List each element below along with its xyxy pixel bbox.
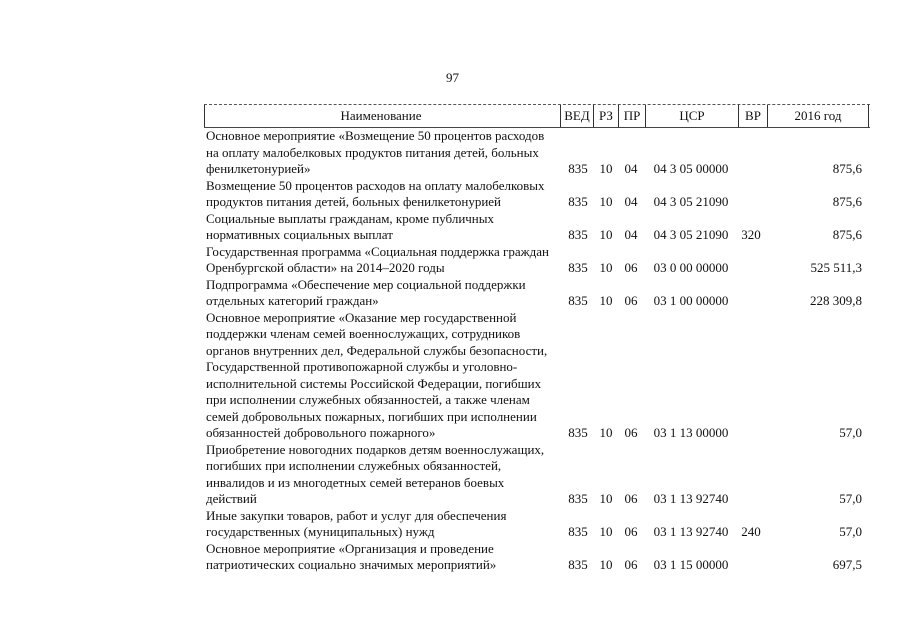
row-name-line: Основное мероприятие «Оказание мер государственной bbox=[206, 309, 517, 325]
header-csr: ЦСР bbox=[645, 105, 738, 127]
cell-pr: 06 bbox=[624, 491, 638, 506]
row-name-line: семей добровольных пожарных, погибших при исполнении bbox=[206, 408, 537, 424]
row-name-line: органов внутренних дел, Федеральной службы безопасности, bbox=[206, 342, 548, 358]
cell-pr: 06 bbox=[624, 524, 638, 539]
page-number: 97 bbox=[446, 70, 459, 85]
row-name-line: патриотических социально значимых мероприятий» bbox=[206, 557, 497, 572]
cell-ved: 835 bbox=[568, 557, 588, 572]
cell-rz: 10 bbox=[599, 260, 613, 275]
row-name-line: Возмещение 50 процентов расходов на оплату малобелковых bbox=[206, 177, 545, 193]
cell-sum: 525 511,3 bbox=[810, 260, 862, 275]
cell-csr: 03 1 00 00000 bbox=[653, 293, 729, 308]
table-row bbox=[204, 128, 870, 178]
cell-ved: 835 bbox=[568, 161, 588, 176]
cell-pr: 04 bbox=[624, 194, 638, 209]
table-row bbox=[204, 310, 870, 442]
table-row bbox=[204, 277, 870, 310]
row-name-line: Приобретение новогодних подарков детям военнослужащих, bbox=[206, 441, 545, 457]
row-name-line: действий bbox=[206, 491, 257, 506]
cell-ved: 835 bbox=[568, 260, 588, 275]
cell-csr: 03 1 13 00000 bbox=[653, 425, 729, 440]
row-name-line: исполнительной системы Российской Федерации, погибших bbox=[206, 375, 542, 391]
header-pr: ПР bbox=[618, 105, 645, 127]
table-row bbox=[204, 178, 870, 211]
cell-pr: 04 bbox=[624, 227, 638, 242]
cell-pr: 04 bbox=[624, 161, 638, 176]
header-ved: ВЕД bbox=[560, 105, 593, 127]
row-name bbox=[204, 541, 558, 574]
cell-rz: 10 bbox=[599, 227, 613, 242]
cell-sum: 57,0 bbox=[839, 524, 862, 539]
row-name-line: Основное мероприятие «Организация и проведение bbox=[206, 540, 494, 556]
cell-pr: 06 bbox=[624, 293, 638, 308]
cell-ved: 835 bbox=[568, 524, 588, 539]
cell-csr: 03 1 13 92740 bbox=[653, 491, 729, 506]
row-name-line: Иные закупки товаров, работ и услуг для обеспечения bbox=[206, 507, 507, 523]
row-name-line: фенилкетонурией» bbox=[206, 161, 311, 176]
cell-sum: 875,6 bbox=[832, 194, 862, 209]
row-name-line: отдельных категорий граждан» bbox=[206, 293, 379, 308]
cell-csr: 03 0 00 00000 bbox=[653, 260, 729, 275]
header-name: Наименование bbox=[204, 105, 557, 127]
cell-sum: 228 309,8 bbox=[810, 293, 862, 308]
cell-ved: 835 bbox=[568, 293, 588, 308]
cell-rz: 10 bbox=[599, 557, 613, 572]
cell-sum: 875,6 bbox=[832, 227, 862, 242]
cell-rz: 10 bbox=[599, 161, 613, 176]
cell-csr: 04 3 05 00000 bbox=[653, 161, 729, 176]
row-name bbox=[204, 211, 558, 244]
row-name bbox=[204, 128, 558, 178]
cell-sum: 697,5 bbox=[832, 557, 862, 572]
table-row bbox=[204, 541, 870, 574]
header-rz: РЗ bbox=[593, 105, 618, 127]
row-name bbox=[204, 310, 558, 442]
cell-csr: 03 1 13 92740 bbox=[653, 524, 729, 539]
row-name-line: погибших при исполнении служебных обязанностей, bbox=[206, 458, 502, 473]
cell-csr: 04 3 05 21090 bbox=[653, 227, 729, 242]
row-name-line: продуктов питания детей, больных фенилкетонурией bbox=[206, 194, 502, 209]
row-name-line: Оренбургской области» на 2014–2020 годы bbox=[206, 260, 445, 275]
cell-ved: 835 bbox=[568, 194, 588, 209]
row-name bbox=[204, 277, 558, 310]
row-name-line: Социальные выплаты гражданам, кроме публичных bbox=[206, 210, 494, 226]
cell-rz: 10 bbox=[599, 194, 613, 209]
row-name-line: государственных (муниципальных) нужд bbox=[206, 524, 435, 539]
table-row bbox=[204, 508, 870, 541]
row-name-line: при исполнении служебных обязанностей, а также членам bbox=[206, 392, 530, 407]
table-row bbox=[204, 211, 870, 244]
row-name bbox=[204, 508, 558, 541]
cell-vr: 240 bbox=[741, 524, 761, 539]
cell-ved: 835 bbox=[568, 227, 588, 242]
cell-csr: 03 1 15 00000 bbox=[653, 557, 729, 572]
cell-rz: 10 bbox=[599, 425, 613, 440]
row-name bbox=[204, 244, 558, 277]
cell-pr: 06 bbox=[624, 557, 638, 572]
row-name-line: инвалидов и из многодетных семей ветеранов боевых bbox=[206, 474, 505, 490]
cell-rz: 10 bbox=[599, 491, 613, 506]
cell-sum: 57,0 bbox=[839, 491, 862, 506]
cell-rz: 10 bbox=[599, 524, 613, 539]
row-name-line: обязанностей добровольного пожарного» bbox=[206, 425, 436, 440]
row-name-line: поддержки членам семей военнослужащих, сотрудников bbox=[206, 326, 521, 341]
table-row bbox=[204, 244, 870, 277]
table-header bbox=[204, 104, 870, 128]
cell-rz: 10 bbox=[599, 293, 613, 308]
cell-ved: 835 bbox=[568, 491, 588, 506]
row-name-line: на оплату малобелковых продуктов питания детей, больных bbox=[206, 144, 539, 160]
cell-vr: 320 bbox=[741, 227, 761, 242]
row-name-line: Основное мероприятие «Возмещение 50 процентов расходов bbox=[206, 128, 545, 143]
cell-csr: 04 3 05 21090 bbox=[653, 194, 729, 209]
budget-table bbox=[204, 104, 870, 574]
cell-pr: 06 bbox=[624, 425, 638, 440]
row-name bbox=[204, 442, 558, 508]
header-vr: ВР bbox=[738, 105, 767, 127]
header-year: 2016 год bbox=[767, 105, 869, 127]
row-name-line: Подпрограмма «Обеспечение мер социальной поддержки bbox=[206, 276, 526, 292]
cell-ved: 835 bbox=[568, 425, 588, 440]
table-row bbox=[204, 442, 870, 508]
row-name-line: нормативных социальных выплат bbox=[206, 227, 393, 242]
row-name-line: Государственной противопожарной службы и уголовно- bbox=[206, 359, 518, 374]
cell-pr: 06 bbox=[624, 260, 638, 275]
cell-sum: 57,0 bbox=[839, 425, 862, 440]
row-name-line: Государственная программа «Социальная поддержка граждан bbox=[206, 243, 549, 259]
row-name bbox=[204, 178, 558, 211]
cell-sum: 875,6 bbox=[832, 161, 862, 176]
table-body bbox=[204, 128, 870, 574]
